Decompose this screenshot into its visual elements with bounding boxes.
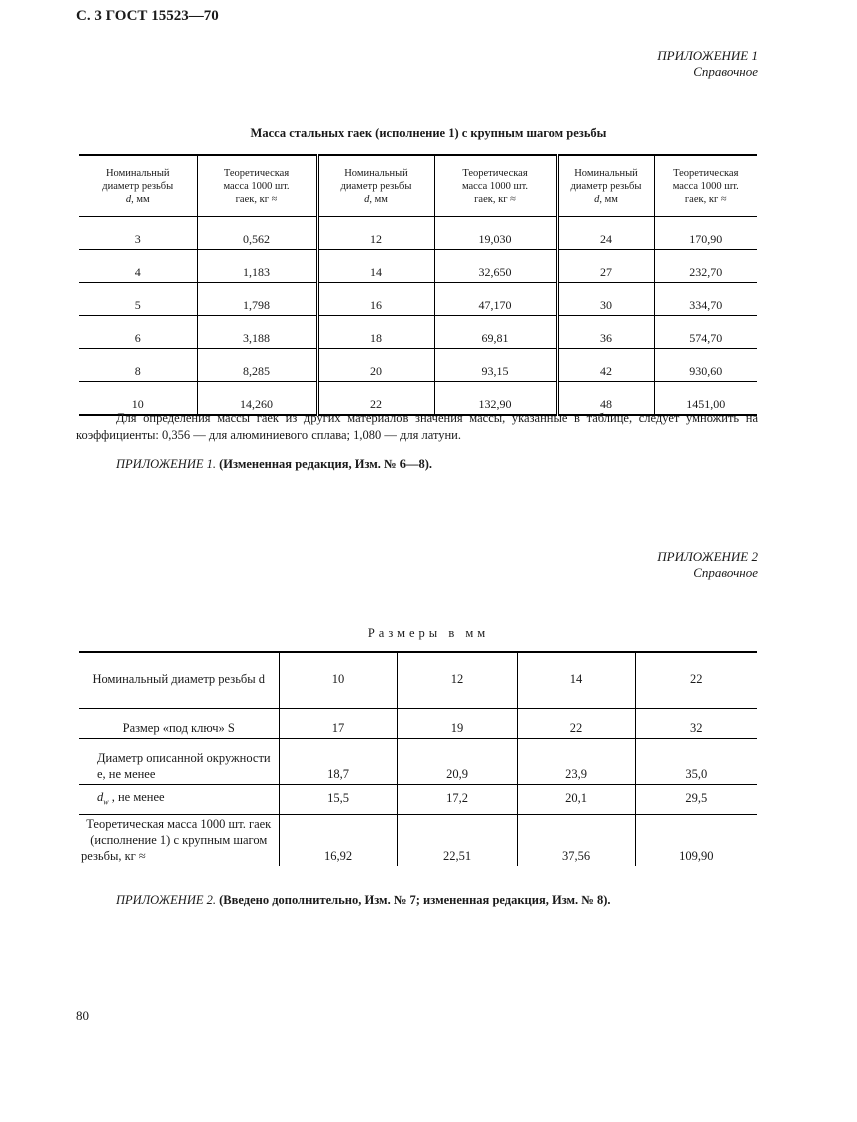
table-row — [79, 250, 757, 283]
table-cell: 109,90 — [635, 814, 757, 866]
table-cell: 14 — [317, 250, 434, 283]
appendix2-note — [116, 893, 611, 908]
table-cell: 27 — [557, 250, 654, 283]
table-cell: 1,183 — [197, 250, 317, 283]
label-dw — [79, 784, 279, 814]
table-cell: 170,90 — [654, 217, 757, 250]
page-number: 80 — [76, 1008, 89, 1023]
appendix2-heading — [657, 549, 758, 581]
table-cell: 93,15 — [434, 349, 557, 382]
appendix2-title: ПРИЛОЖЕНИЕ 2 — [657, 549, 758, 564]
table-cell: 18,7 — [279, 738, 397, 784]
table-cell: 132,90 — [434, 382, 557, 416]
label-theoretical-mass: Теоретическая масса 1000 шт. гаек (исполнение 1) с крупным шагом резьбы, кг ≈ — [81, 817, 272, 863]
table-cell: 6 — [79, 316, 197, 349]
table-cell: 10 — [79, 382, 197, 416]
table-cell: 930,60 — [654, 349, 757, 382]
table-cell: 574,70 — [654, 316, 757, 349]
note2-italic: ПРИЛОЖЕНИЕ 2. — [116, 893, 216, 907]
table-row — [79, 316, 757, 349]
label-dw-rest: , не менее — [108, 789, 165, 804]
appendix2-subtitle: Справочное — [693, 565, 758, 580]
table-cell: 334,70 — [654, 283, 757, 316]
header-mass-3: Теоретическая масса 1000 шт. гаек, кг ≈ — [654, 155, 757, 217]
label-circumscribed: Диаметр описанной окружности e, не менее — [79, 738, 279, 784]
table-cell: 1,798 — [197, 283, 317, 316]
table-cell: 32,650 — [434, 250, 557, 283]
header-diameter-2: Номинальный диаметр резьбы d, мм — [317, 155, 434, 217]
table-row — [79, 349, 757, 382]
table-cell: 8 — [79, 349, 197, 382]
table-cell: 8,285 — [197, 349, 317, 382]
table-cell: 37,56 — [517, 814, 635, 866]
appendix1-subtitle: Справочное — [693, 64, 758, 79]
note1-bold: (Измененная редакция, Изм. № 6—8). — [215, 457, 433, 471]
row-label — [79, 652, 279, 708]
dimensions-caption: Размеры в мм — [367, 626, 490, 640]
table-cell: 232,70 — [654, 250, 757, 283]
appendix1-title: ПРИЛОЖЕНИЕ 1 — [657, 48, 758, 63]
table-cell: 16,92 — [279, 814, 397, 866]
table-cell: 24 — [557, 217, 654, 250]
label-dw-main: d — [97, 789, 104, 804]
table-row — [79, 217, 757, 250]
header-diameter-1: Номинальный диаметр резьбы d, мм — [79, 155, 197, 217]
table-row — [79, 784, 757, 814]
table-cell: 20,1 — [517, 784, 635, 814]
table-cell: 19,030 — [434, 217, 557, 250]
header-mass-1: Теоретическая масса 1000 шт. гаек, кг ≈ — [197, 155, 317, 217]
table-cell: 48 — [557, 382, 654, 416]
table-cell: 10 — [279, 652, 397, 708]
table-cell: 15,5 — [279, 784, 397, 814]
table-cell: 20,9 — [397, 738, 517, 784]
table-cell: 22 — [317, 382, 434, 416]
table-cell: 16 — [317, 283, 434, 316]
appendix1-note — [116, 457, 432, 472]
table-cell: 32 — [635, 708, 757, 738]
label-dw-sub: w — [103, 797, 109, 807]
label-nominal: Номинальный диаметр резьбы d — [92, 672, 266, 687]
table-cell: 30 — [557, 283, 654, 316]
table-cell: 1451,00 — [654, 382, 757, 416]
table-cell: 22 — [635, 652, 757, 708]
table-row — [79, 283, 757, 316]
table-cell: 3 — [79, 217, 197, 250]
note2-bold: (Введено дополнительно, Изм. № 7; измененная редакция, Изм. № 8). — [215, 893, 611, 907]
table-cell: 35,0 — [635, 738, 757, 784]
table-cell: 0,562 — [197, 217, 317, 250]
header-mass-2: Теоретическая масса 1000 шт. гаек, кг ≈ — [434, 155, 557, 217]
page-header: С. 3 ГОСТ 15523—70 — [76, 8, 219, 24]
table-row — [79, 652, 757, 708]
table-cell: 14 — [517, 652, 635, 708]
table-row — [79, 738, 757, 784]
mass-table — [79, 154, 757, 416]
note1-italic: ПРИЛОЖЕНИЕ 1. — [116, 457, 216, 471]
table-cell: 4 — [79, 250, 197, 283]
table-cell: 47,170 — [434, 283, 557, 316]
table-row — [79, 814, 757, 866]
table-row — [79, 708, 757, 738]
table-cell: 18 — [317, 316, 434, 349]
table-cell: 12 — [397, 652, 517, 708]
table-cell: 12 — [317, 217, 434, 250]
table-cell: 3,188 — [197, 316, 317, 349]
table-cell: 14,260 — [197, 382, 317, 416]
table-cell: 17,2 — [397, 784, 517, 814]
appendix1-heading — [657, 48, 758, 80]
table-cell: 17 — [279, 708, 397, 738]
table-cell: 42 — [557, 349, 654, 382]
table-cell: 19 — [397, 708, 517, 738]
table-cell: 23,9 — [517, 738, 635, 784]
table-cell: 20 — [317, 349, 434, 382]
table-cell: 5 — [79, 283, 197, 316]
table1-title: Масса стальных гаек (исполнение 1) с крупным шагом резьбы — [250, 126, 607, 140]
dimensions-table — [79, 651, 757, 866]
table-cell: 36 — [557, 316, 654, 349]
label-size-s: Размер «под ключ» S — [79, 708, 279, 738]
table-cell: 22,51 — [397, 814, 517, 866]
coefficient-paragraph: Для определения массы гаек из других материалов значения массы, указанные в таблице, следует умножить на коэффициенты: 0,356 — для алюминиевого сплава; 1,080 — для латуни. — [76, 411, 758, 442]
header-diameter-3: Номинальный диаметр резьбы d, мм — [557, 155, 654, 217]
table-cell: 22 — [517, 708, 635, 738]
table-cell: 69,81 — [434, 316, 557, 349]
table-cell: 29,5 — [635, 784, 757, 814]
table-header-row — [79, 155, 757, 217]
